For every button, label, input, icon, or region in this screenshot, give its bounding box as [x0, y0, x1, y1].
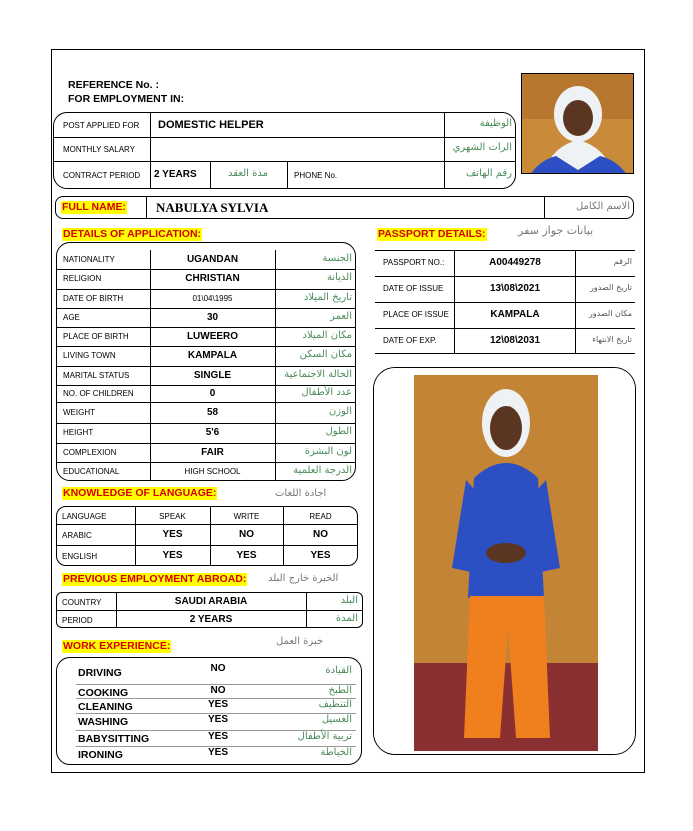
work-ar: التنظيف [318, 699, 352, 710]
application-row-divider [56, 366, 356, 367]
language-title: KNOWLEDGE OF LANGUAGE: [63, 487, 217, 499]
application-ar: لون البشرة [304, 445, 352, 457]
application-row-divider [56, 308, 356, 309]
application-ar: عدد الأطفال [301, 386, 352, 398]
application-value: 0 [209, 387, 216, 399]
work-ar: الغسيل [321, 714, 352, 725]
application-title: DETAILS OF APPLICATION: [63, 228, 202, 240]
applicant-portrait-photo [521, 73, 634, 174]
salary-ar: الرات الشهري [452, 142, 512, 153]
language-write: YES [236, 550, 257, 561]
application-row-divider [56, 346, 356, 347]
application-label: LIVING TOWN [63, 351, 116, 360]
passport-label: PASSPORT NO.: [383, 258, 445, 267]
application-label: DATE OF BIRTH [63, 293, 124, 303]
post-value: DOMESTIC HELPER [158, 119, 264, 131]
previous-label: PERIOD [62, 616, 93, 625]
application-value: CHRISTIAN [185, 273, 240, 284]
application-row-divider [56, 402, 356, 403]
application-ar: مكان الميلاد [302, 329, 352, 341]
language-name: ARABIC [62, 531, 92, 540]
application-label: HEIGHT [63, 428, 94, 437]
work-ar: الطبخ [328, 685, 352, 696]
divider [210, 161, 211, 189]
divider [544, 196, 545, 219]
work-ar: الخياطة [320, 747, 352, 758]
application-row-divider [56, 423, 356, 424]
application-label: MARITAL STATUS [63, 370, 130, 380]
full-name-value: NABULYA SYLVIA [156, 200, 269, 215]
contract-value: 2 YEARS [154, 169, 197, 180]
passport-label: DATE OF EXP. [383, 336, 437, 345]
work-label: COOKING [78, 687, 129, 699]
employment-label: FOR EMPLOYMENT IN: [68, 93, 185, 105]
divider [306, 592, 307, 628]
contract-label: CONTRACT PERIOD [63, 171, 141, 180]
contract-ar: مدة العقد [228, 168, 268, 179]
application-value: 58 [206, 406, 219, 418]
previous-title: PREVIOUS EMPLOYMENT ABROAD: [63, 573, 247, 585]
phone-ar: رقم الهاتف [465, 168, 512, 179]
phone-label: PHONE No. [294, 171, 338, 180]
language-speak: YES [162, 550, 183, 561]
passport-value: KAMPALA [490, 309, 540, 320]
passport-value: 12\08\2031 [489, 335, 541, 346]
language-name: ENGLISH [62, 552, 98, 561]
application-row-divider [56, 462, 356, 463]
application-value: 30 [206, 311, 219, 323]
passport-ar: تاريخ الصدور [590, 283, 632, 292]
application-label: AGE [63, 312, 80, 322]
language-write: NO [239, 529, 254, 540]
passport-value: A00449278 [489, 257, 541, 268]
work-label: IRONING [78, 749, 123, 761]
work-value: YES [207, 747, 228, 758]
previous-ar: المدة [335, 613, 358, 624]
reference-label: REFERENCE No. : [68, 79, 160, 91]
application-label: PLACE OF BIRTH [63, 331, 129, 341]
application-value: UGANDAN [186, 253, 239, 265]
passport-row-divider [375, 328, 635, 329]
application-label: NO. OF CHILDREN [63, 388, 134, 398]
application-value: 5'6 [205, 427, 220, 438]
full-name-ar: الاسم الكامل [575, 201, 630, 212]
application-row-divider [56, 269, 356, 270]
passport-label: PLACE OF ISSUE [383, 310, 449, 319]
divider [150, 112, 151, 189]
work-value: NO [210, 663, 226, 674]
post-label: POST APPLIED FOR [63, 121, 140, 130]
passport-ar: الرقم [613, 257, 632, 266]
application-label: RELIGION [63, 274, 102, 283]
application-ar: مكان السكن [299, 349, 352, 360]
previous-label: COUNTRY [62, 598, 102, 607]
previous-ar: البلد [340, 595, 358, 606]
passport-ar: مكان الصدور [588, 309, 632, 318]
passport-title-ar: بيانات جواز سفر [518, 224, 594, 237]
work-title: WORK EXPERIENCE: [63, 640, 171, 652]
previous-value: 2 YEARS [189, 614, 233, 625]
application-value: 01\04\1995 [192, 293, 233, 303]
application-value: FAIR [201, 446, 224, 458]
application-label: NATIONALITY [63, 254, 115, 264]
lang-header-write: WRITE [233, 512, 260, 521]
lang-header-read: READ [309, 512, 332, 521]
passport-row-divider [375, 302, 635, 303]
work-ar: تربية الأطفال [297, 731, 352, 742]
work-value: YES [207, 731, 228, 742]
application-label: WEIGHT [63, 407, 95, 417]
application-row-divider [56, 289, 356, 290]
passport-label: DATE OF ISSUE [383, 284, 444, 293]
lang-header-language: LANGUAGE [62, 512, 107, 521]
application-label: COMPLEXION [63, 447, 117, 457]
work-ar: القيادة [325, 665, 352, 676]
lang-header-speak: SPEAK [159, 512, 186, 521]
work-label: CLEANING [78, 701, 133, 713]
divider [146, 196, 147, 219]
application-value: LUWEERO [186, 330, 239, 342]
passport-value: 13\08\2021 [489, 283, 541, 294]
work-value: YES [207, 699, 228, 710]
language-title-ar: اجادة اللغات [275, 488, 327, 499]
work-label: DRIVING [78, 667, 122, 679]
passport-title: PASSPORT DETAILS: [378, 228, 486, 240]
divider [53, 137, 516, 138]
divider [56, 610, 363, 611]
application-ar: الوزن [328, 405, 352, 417]
application-value: KAMPALA [187, 350, 238, 361]
application-ar: العمر [330, 310, 352, 322]
application-label: EDUCATIONAL [63, 466, 120, 476]
work-value: NO [210, 685, 226, 696]
application-value: HIGH SCHOOL [184, 466, 241, 476]
work-title-ar: خبرة العمل [276, 636, 324, 647]
divider [56, 545, 358, 546]
divider [53, 161, 516, 162]
application-value: SINGLE [193, 369, 232, 381]
previous-value: SAUDI ARABIA [174, 596, 248, 607]
work-label: BABYSITTING [78, 733, 150, 745]
divider [444, 112, 445, 189]
previous-title-ar: الخبرة خارج البلد [268, 573, 339, 584]
application-ar: الجنسة [322, 252, 352, 264]
application-row-divider [56, 443, 356, 444]
application-ar: الديانة [326, 272, 352, 283]
post-ar: الوظيفة [479, 118, 512, 129]
full-name-label: FULL NAME: [62, 201, 126, 213]
language-read: YES [310, 550, 331, 561]
salary-label: MONTHLY SALARY [63, 145, 136, 154]
application-ar: الطول [325, 426, 352, 437]
application-ar: الدرجة العلمية [293, 464, 352, 476]
passport-row-divider [375, 276, 635, 277]
divider [56, 524, 358, 525]
application-row-divider [56, 327, 356, 328]
work-label: WASHING [78, 716, 129, 728]
work-value: YES [207, 714, 228, 725]
divider [287, 161, 288, 189]
passport-ar: تاريخ الانتهاء [592, 335, 632, 344]
applicant-full-body-photo [373, 367, 636, 755]
language-speak: YES [162, 529, 183, 540]
application-ar: تاريخ الميلاد [303, 291, 352, 303]
application-ar: الحالة الاجتماعية [284, 368, 352, 380]
language-read: NO [313, 529, 328, 540]
